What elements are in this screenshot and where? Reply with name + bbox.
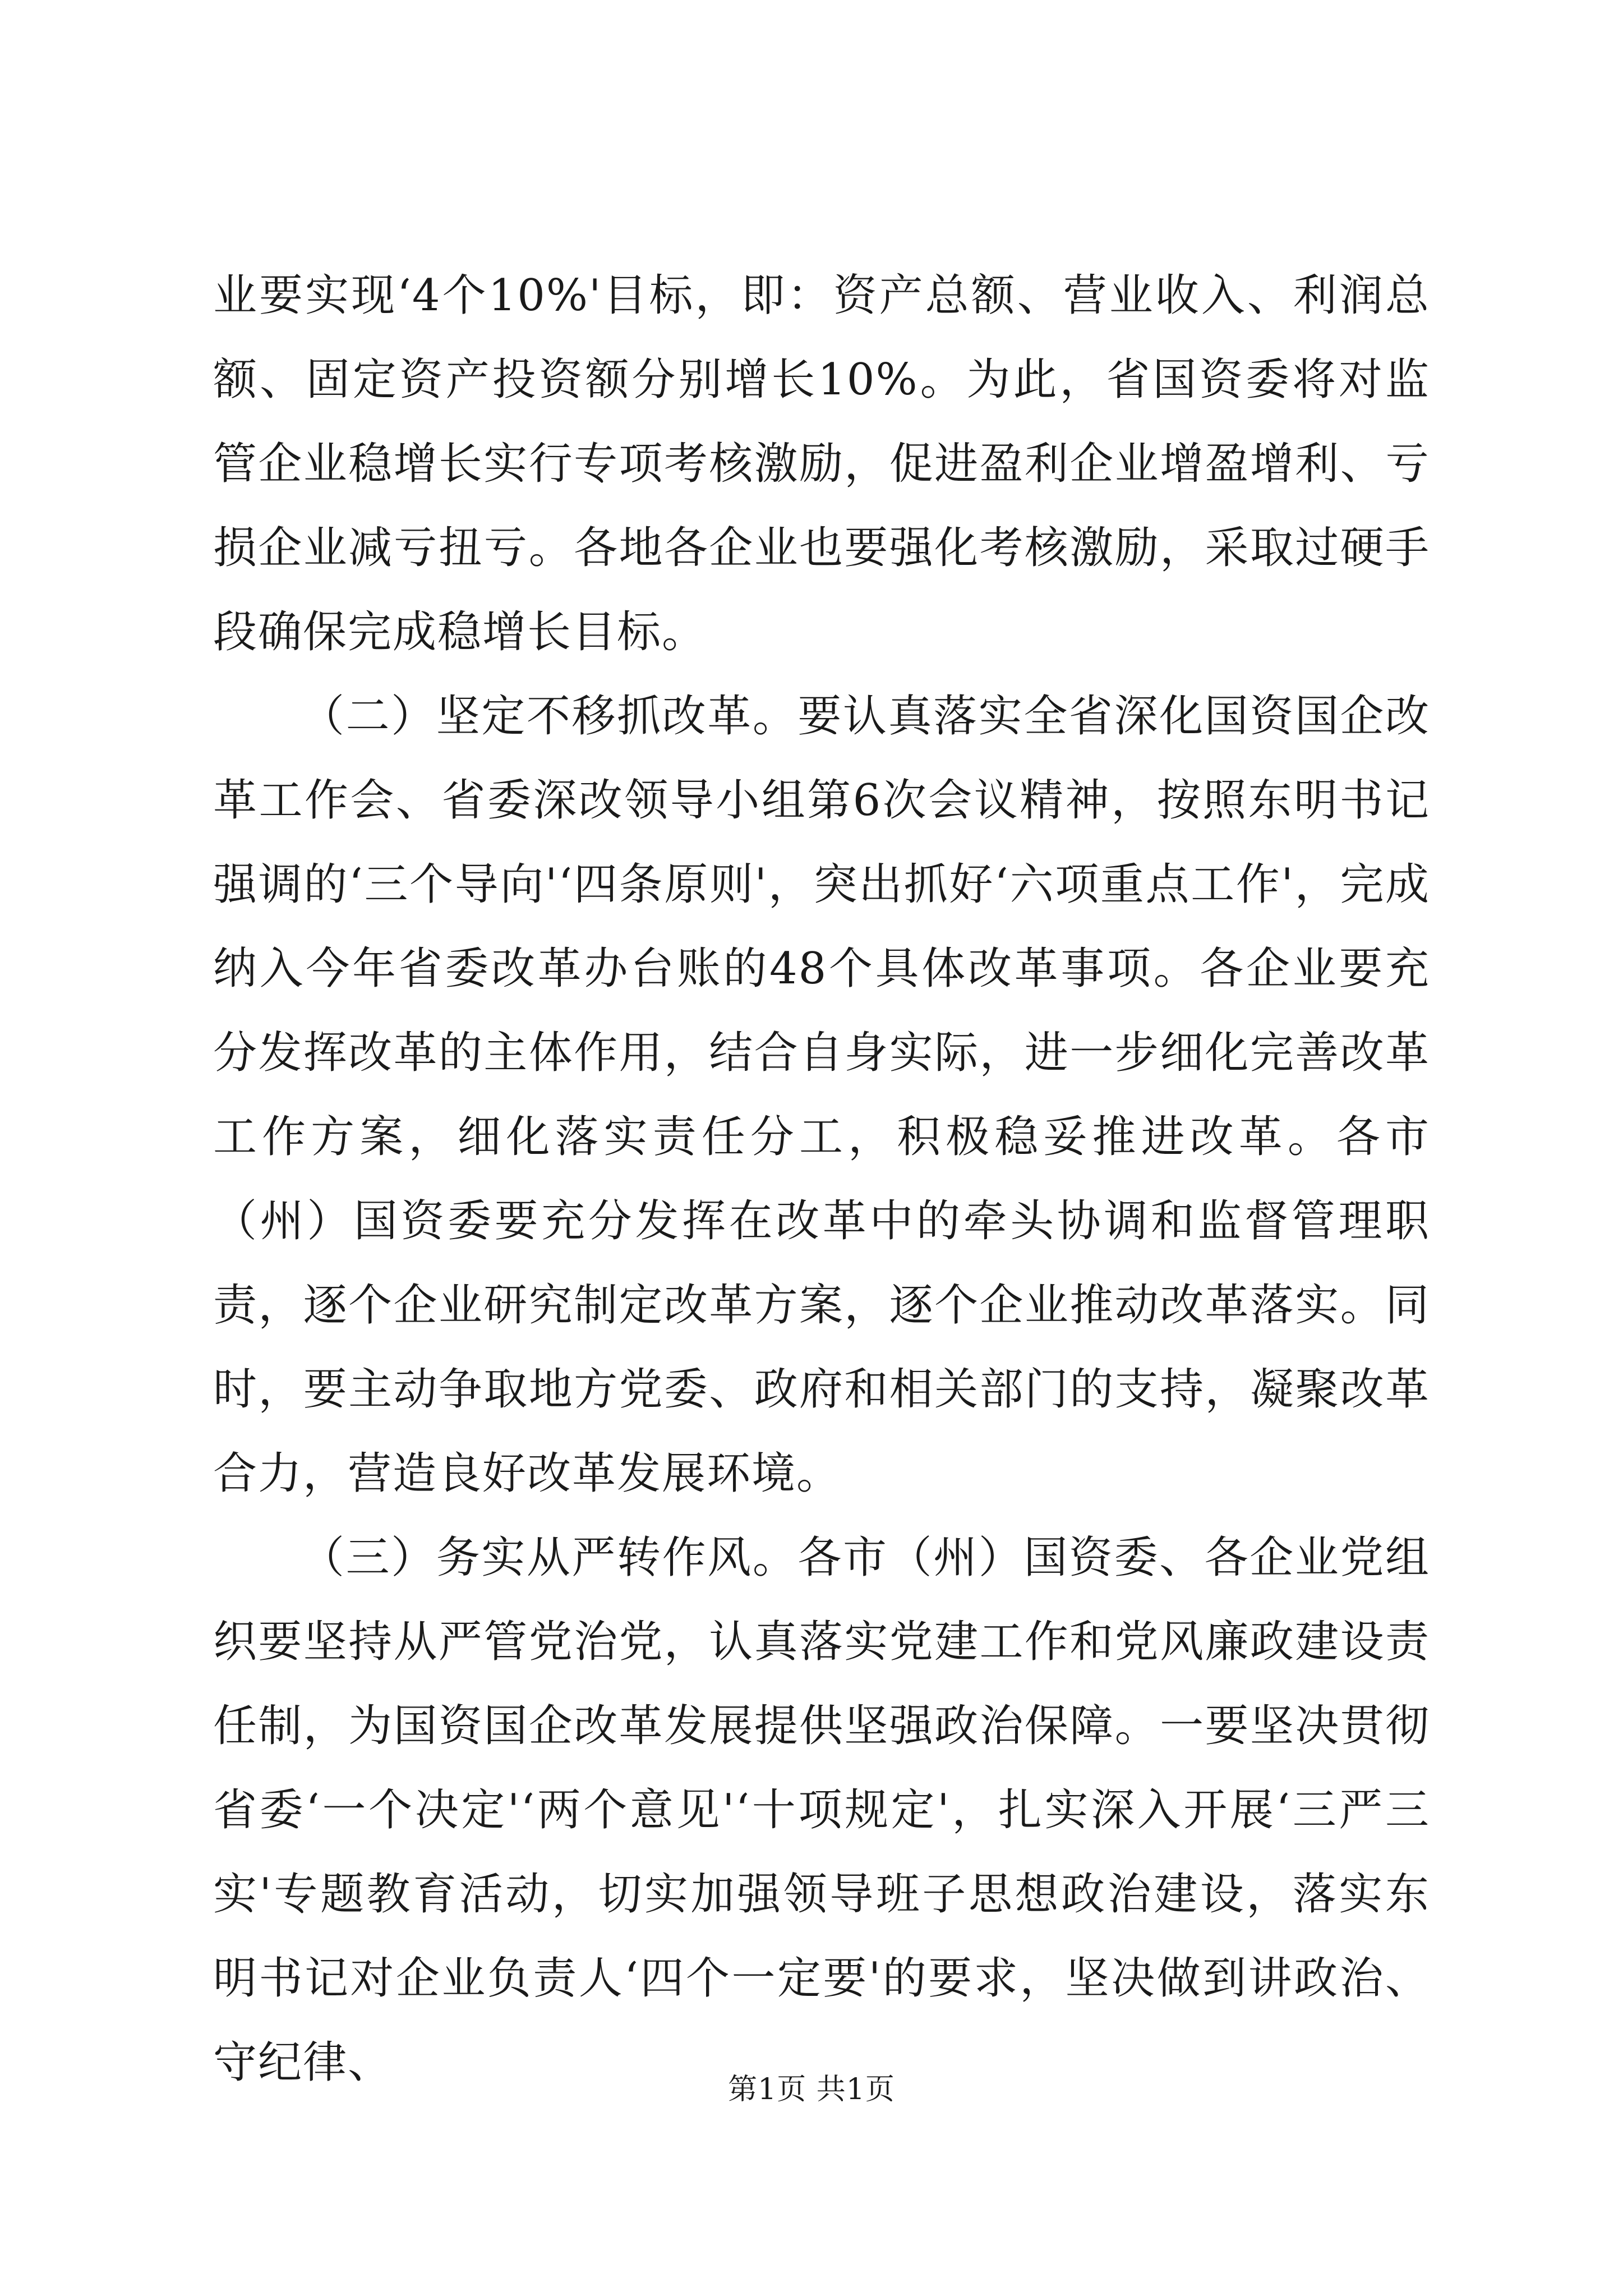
paragraph-work-style: （三）务实从严转作风。各市（州）国资委、各企业党组织要坚持从严管党治党，认真落实党建工作和党风廉政建设责任制，为国资国企改革发展提供坚强政治保障。一要坚决贯彻省委‘一个决定'‘两个意见'‘十项规定'，扎实深入开展‘三严三实'专题教育活动，切实加强领导班子思想政治建设，落实东明书记对企业负责人‘四个一定要'的要求，坚决做到讲政治、守纪律、 <box>213 1533 1430 2088</box>
paragraph-reform: （二）坚定不移抓改革。要认真落实全省深化国资国企改革工作会、省委深改领导小组第6次会议精神，按照东明书记强调的‘三个导向'‘四条原则'，突出抓好‘六项重点工作'，完成纳入今年省委改革办台账的48个具体改革事项。各企业要充分发挥改革的主体作用，结合自身实际，进一步细化完善改革工作方案，细化落实责任分工，积极稳妥推进改革。各市（州）国资委要充分发挥在改革中的牵头协调和监督管理职责，逐个企业研究制定改革方案，逐个企业推动改革落实。同时，要主动争取地方党委、政府和相关部门的支持，凝聚改革合力，营造良好改革发展环境。 <box>213 691 1430 1499</box>
document-body <box>213 254 1430 2105</box>
paragraph-goal-continuation: 业要实现‘4个10%'目标，即：资产总额、营业收入、利润总额、固定资产投资额分别增长10%。为此，省国资委将对监管企业稳增长实行专项考核激励，促进盈利企业增盈增利、亏损企业减亏扭亏。各地各企业也要强化考核激励，采取过硬手段确保完成稳增长目标。 <box>213 270 1430 657</box>
page-number-footer: 第1页 共1页 <box>728 2073 895 2106</box>
